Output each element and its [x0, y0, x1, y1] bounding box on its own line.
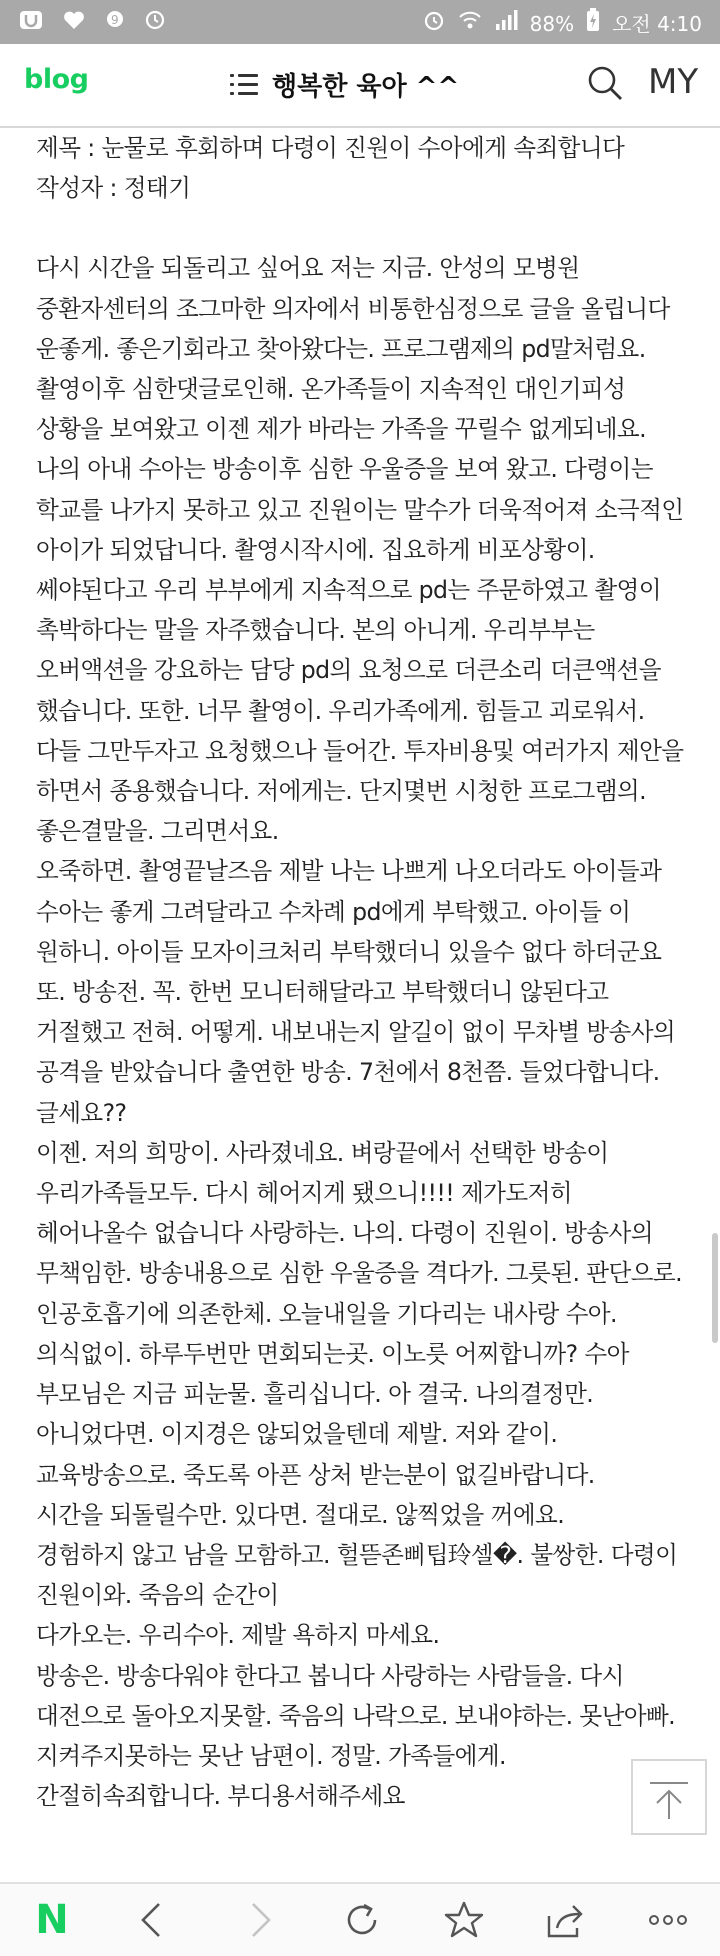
battery-icon — [586, 8, 600, 39]
naver-home-icon: N — [35, 1897, 69, 1943]
naver-home-button[interactable] — [30, 1894, 74, 1946]
post-author-line: 작성자 : 정태기 — [36, 174, 191, 203]
wifi-icon — [458, 9, 482, 38]
blog-logo[interactable]: blog — [24, 64, 89, 95]
browser-bottom-bar — [0, 1882, 720, 1956]
clock: 오전 4:10 — [612, 11, 702, 36]
post-paragraph: 경험하지 않고 남을 모함하고. 헐뜯존삐팁玲셀�. 불쌍한. 다령이 진원이와. 죽음의 순간이 — [36, 1540, 678, 1610]
alarm-icon — [422, 8, 446, 39]
bookmark-button[interactable] — [442, 1894, 486, 1946]
notification-icon — [144, 9, 166, 39]
signal-icon — [494, 9, 518, 38]
battery-percent: 88% — [529, 11, 575, 36]
my-button[interactable]: MY — [648, 62, 699, 102]
arrow-up-icon — [633, 1761, 705, 1833]
forward-arrow-icon — [245, 1900, 275, 1940]
chat-icon — [104, 9, 126, 39]
refresh-button[interactable] — [340, 1894, 384, 1946]
more-icon — [647, 1910, 689, 1930]
post-content — [36, 128, 686, 1816]
more-button[interactable] — [646, 1894, 690, 1946]
svg-text:9: 9 — [111, 13, 119, 27]
share-button[interactable] — [544, 1894, 588, 1946]
heart-icon — [62, 9, 86, 39]
post-paragraph: 방송은. 방송다워야 한다고 봅니다 사랑하는 사람들을. 다시 대전으로 돌아오지못할. 죽음의 나락으로. 보내야하는. 못난아빠. 지켜주지못하는 못난 남편이. 정말. 가족들에게. 간절히속죄합니다. 부디용서해주세요 — [36, 1661, 676, 1811]
scroll-to-top-button[interactable] — [631, 1759, 707, 1835]
scrollbar-thumb[interactable] — [712, 1233, 718, 1343]
blog-header — [0, 44, 720, 128]
blog-title-button[interactable] — [230, 66, 459, 103]
post-paragraph: 이젠. 저의 희망이. 사라졌네요. 벼랑끝에서 선택한 방송이 우리가족들모두. 다시 헤어지게 됐으니!!!! 제가도저히 헤어나올수 없습니다 사랑하는. 나의. 다령이 진원이. 방송사의 무책임한. 방송내용으로 심한 우울증을 격다가. 그릇된. 판단으로. 인공호흡기에 의존한체. 오늘내일을 기다리는 내사랑 수아. 의식없이. 하루두번만 면회되는곳. 이노릇 어찌합니까? 수아 부모님은 지금 피눈물. 흘리십니다. 아 결국. 나의결정만. 아니었다면. 이지경은 않되었을텐데 제발. 저와 같이. 교육방송으로. 죽도록 아픈 상처 받는분이 없길바랍니다. — [36, 1138, 682, 1489]
list-menu-icon — [230, 72, 258, 98]
search-icon — [586, 64, 624, 102]
forward-button[interactable] — [238, 1894, 282, 1946]
post-paragraph: 다가오는. 우리수아. 제발 욕하지 마세요. — [36, 1621, 440, 1650]
u-app-icon — [18, 8, 44, 40]
star-icon — [444, 1900, 484, 1940]
search-button[interactable] — [586, 64, 624, 102]
post-paragraph: 시간을 되돌릴수만. 있다면. 절대로. 않찍었을 꺼에요. — [36, 1500, 565, 1529]
back-button[interactable] — [130, 1894, 174, 1946]
share-icon — [545, 1900, 587, 1940]
blog-title: 행복한 육아 ^^ — [272, 72, 460, 102]
refresh-icon — [342, 1900, 382, 1940]
post-title-line: 제목 : 눈물로 후회하며 다령이 진원이 수아에게 속죄합니다 — [36, 134, 625, 162]
back-arrow-icon — [137, 1900, 167, 1940]
post-paragraph: 오죽하면. 촬영끝날즈음 제발 나는 나쁘게 나오더라도 아이들과 수아는 좋게 그려달라고 수차례 pd에게 부탁했고. 아이들 이 원하니. 아이들 모자이크처리 부탁했더니 있을수 없다 하더군요 또. 방송전. 꼭. 한번 모니터해달라고 부탁했더니 않된다고 거절했고 전혀. 어떻게. 내보내는지 알길이 없이 무차별 방송사의 공격을 받았습니다 출연한 방송. 7천에서 8천쯤. 들었다합니다. 글세요?? — [36, 857, 676, 1127]
post-paragraph: 다시 시간을 되돌리고 싶어요 저는 지금. 안성의 모병원 중환자센터의 조그마한 의자에서 비통한심정으로 글을 올립니다 운좋게. 좋은기회라고 찾아왔다는. 프로그램제의 pd말처럼요. 촬영이후 심한댓글로인해. 온가족들이 지속적인 대인기피성 상황을 보여왔고 이젠 제가 바라는 가족을 꾸릴수 없게되네요. 나의 아내 수아는 방송이후 심한 우울증을 보여 왔고. 다령이는 학교를 나가지 못하고 있고 진원이는 말수가 더욱적어져 소극적인 아이가 되었답니다. 촬영시작시에. 집요하게 비포상황이. 쎄야된다고 우리 부부에게 지속적으로 pd는 주문하였고 촬영이 촉박하다는 말을 자주했습니다. 본의 아니게. 우리부부는 오버액션을 강요하는 담당 pd의 요청으로 더큰소리 더큰액션을 했습니다. 또한. 너무 촬영이. 우리가족에게. 힘들고 괴로워서. 다들 그만두자고 요청했으나 들어간. 투자비용및 여러가지 제안을 하면서 종용했습니다. 저에게는. 단지몇번 시청한 프로그램의. 좋은결말을. 그리면서요. — [36, 254, 684, 846]
status-bar — [0, 0, 720, 44]
